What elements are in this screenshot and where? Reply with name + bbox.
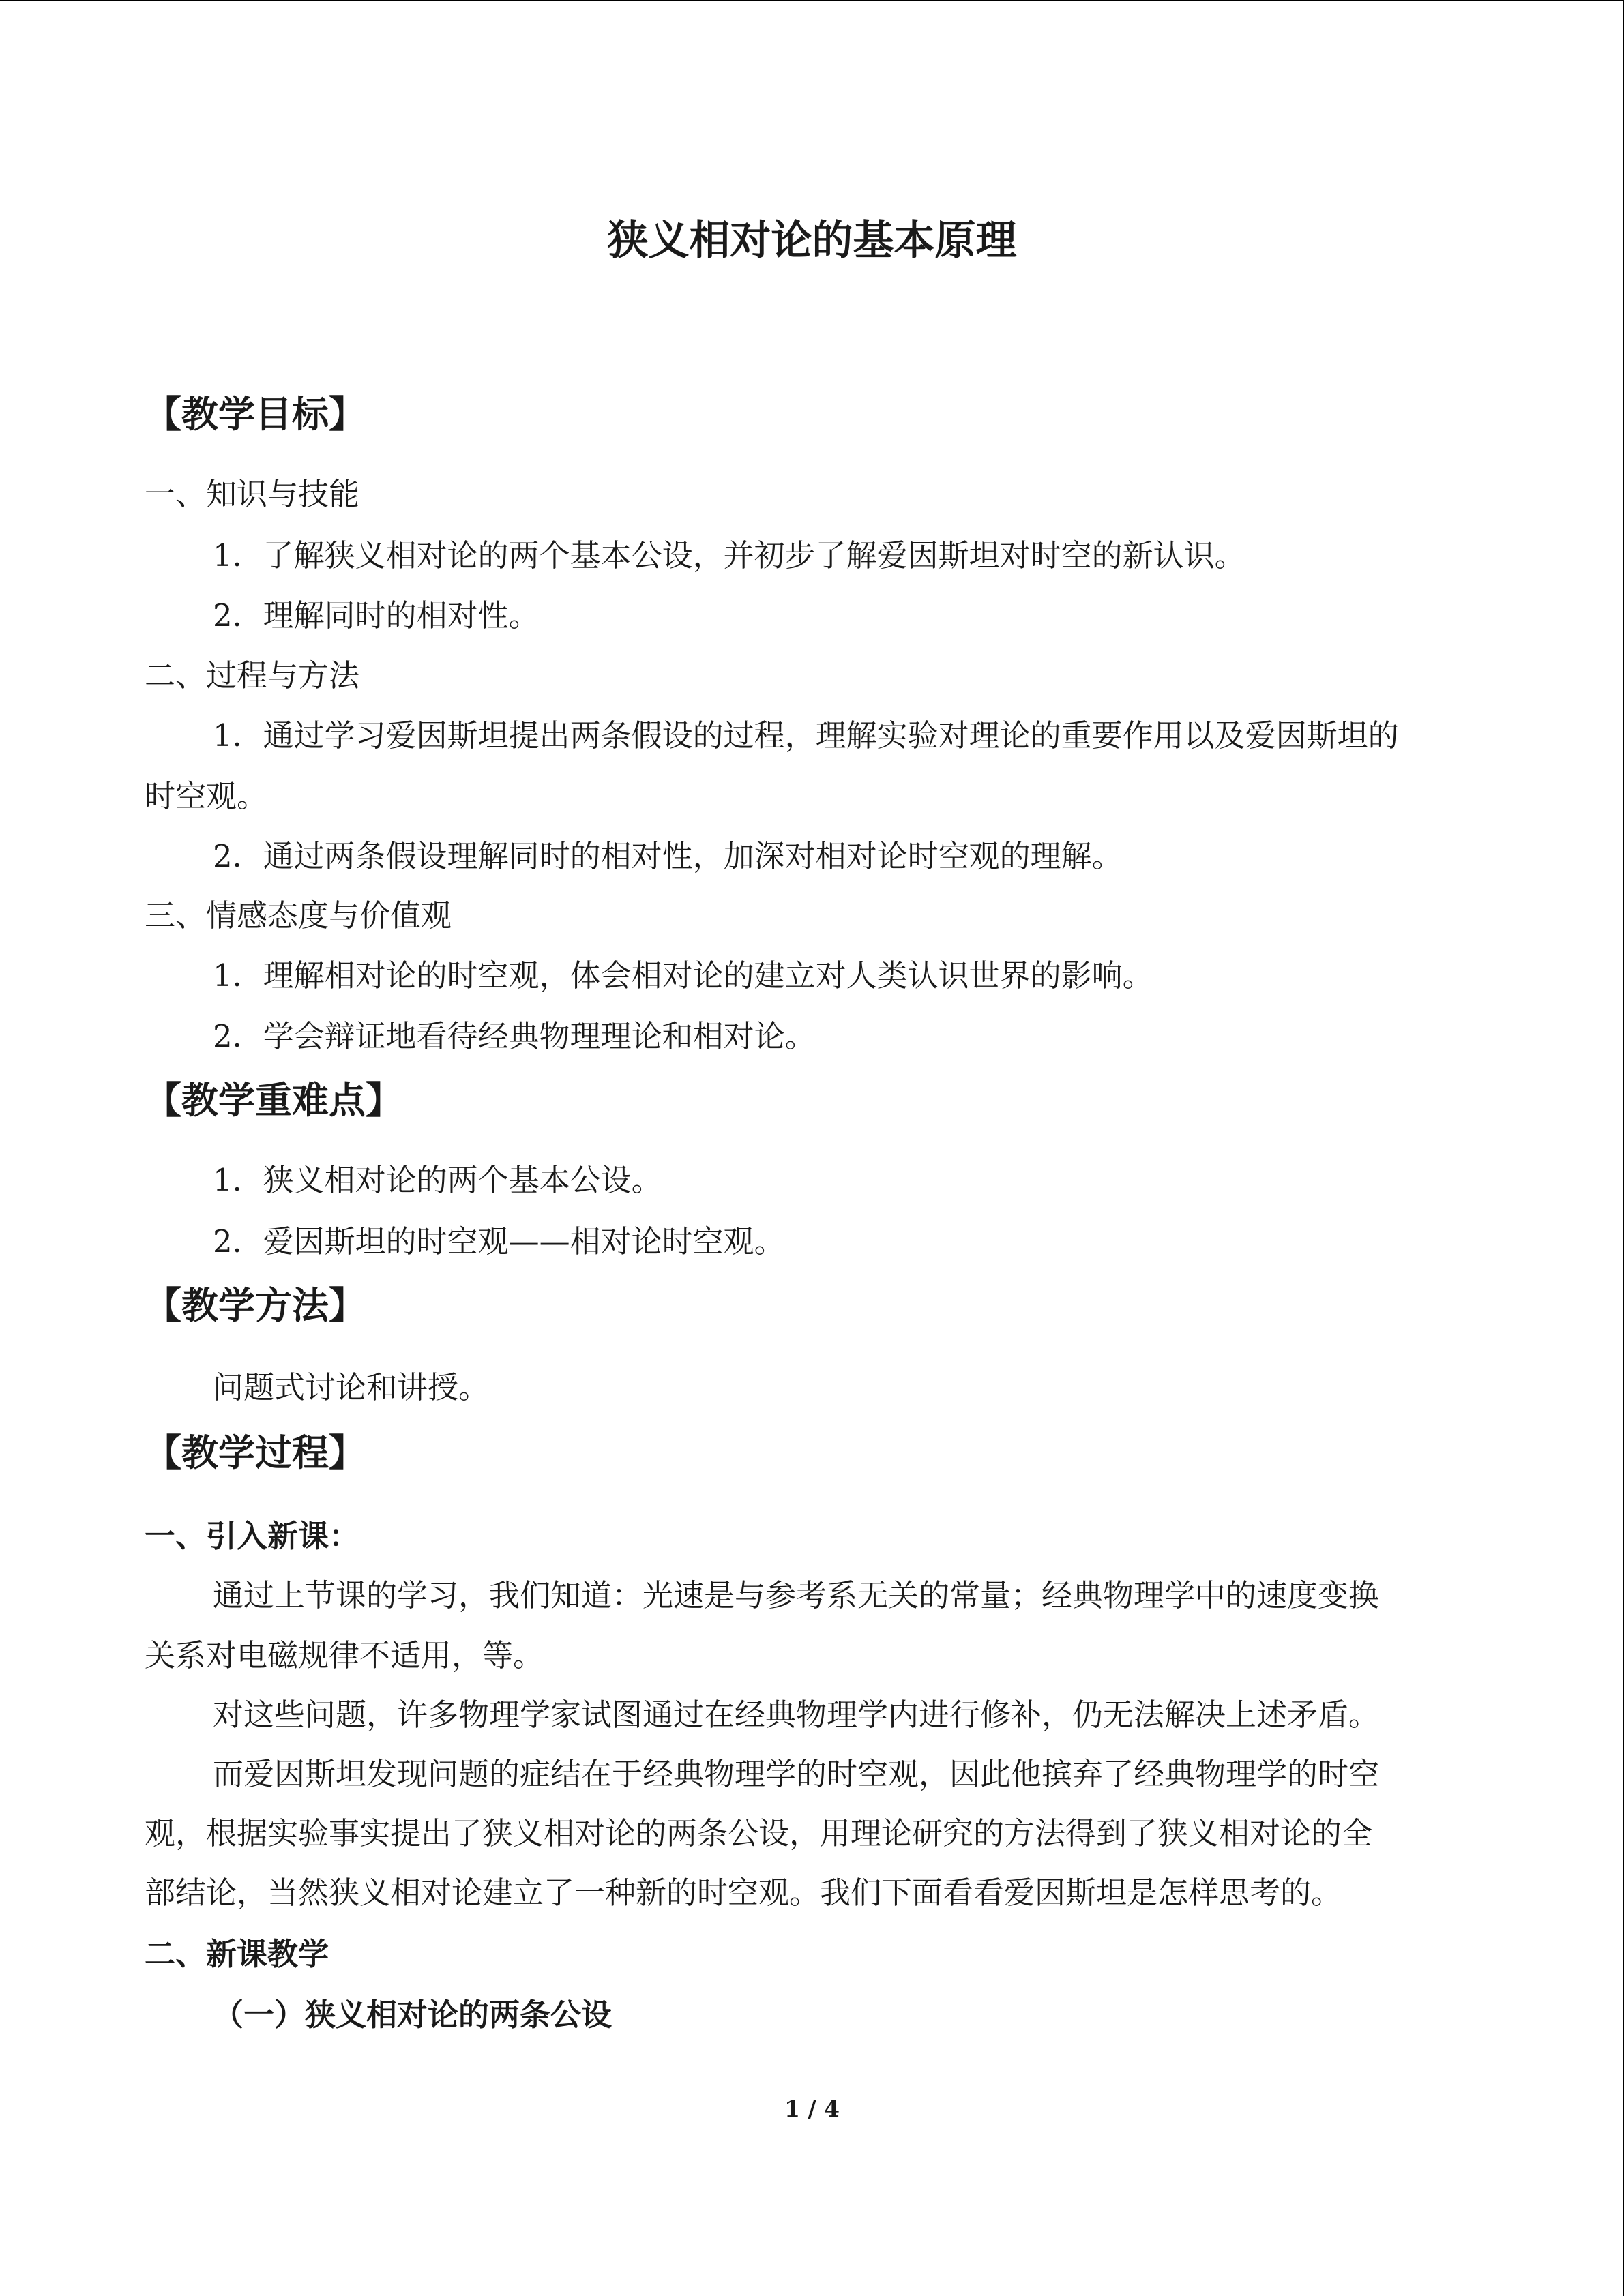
key-points-heading: 【教学重难点】 — [145, 1078, 402, 1122]
page-number: 1 / 4 — [784, 2096, 840, 2122]
intro-p3-line-3: 部结论，当然狭义相对论建立了一种新的时空观。我们下面看看爱因斯坦是怎样思考的。 — [145, 1875, 1342, 1911]
intro-p3-line-1: 而爱因斯坦发现问题的症结在于经典物理学的时空观，因此他摈弃了经典物理学的时空 — [213, 1756, 1380, 1792]
knowledge-item-2: 2．理解同时的相对性。 — [213, 597, 540, 633]
new-lesson-heading: 二、新课教学 — [145, 1936, 329, 1972]
intro-heading: 一、引入新课： — [145, 1518, 360, 1554]
knowledge-item-1: 1．了解狭义相对论的两个基本公设，并初步了解爱因斯坦对时空的新认识。 — [213, 537, 1245, 573]
intro-p3-line-2: 观，根据实验事实提出了狭义相对论的两条公设，用理论研究的方法得到了狭义相对论的全 — [145, 1815, 1373, 1851]
intro-p2: 对这些问题，许多物理学家试图通过在经典物理学内进行修补，仍无法解决上述矛盾。 — [213, 1697, 1380, 1733]
teaching-process-heading: 【教学过程】 — [145, 1431, 366, 1474]
process-item-1-line-2: 时空观。 — [145, 778, 268, 814]
intro-p1-line-1: 通过上节课的学习，我们知道：光速是与参考系无关的常量；经典物理学中的速度变换 — [213, 1577, 1380, 1613]
process-item-1-line-1: 1．通过学习爱因斯坦提出两条假设的过程，理解实验对理论的重要作用以及爱因斯坦的 — [213, 717, 1399, 754]
intro-p1-line-2: 关系对电磁规律不适用，等。 — [145, 1637, 544, 1673]
key-point-1: 1．狭义相对论的两个基本公设。 — [213, 1162, 662, 1198]
emotion-heading: 三、情感态度与价值观 — [145, 897, 452, 934]
key-point-2: 2．爱因斯坦的时空观——相对论时空观。 — [213, 1223, 785, 1259]
methods-heading: 【教学方法】 — [145, 1283, 366, 1327]
knowledge-heading: 一、知识与技能 — [145, 476, 360, 512]
new-lesson-subheading-1: （一）狭义相对论的两条公设 — [213, 1997, 612, 2033]
document-title: 狭义相对论的基本原理 — [607, 217, 1017, 265]
methods-text: 问题式讨论和讲授。 — [213, 1369, 490, 1405]
emotion-item-2: 2．学会辩证地看待经典物理理论和相对论。 — [213, 1018, 816, 1054]
process-item-2: 2．通过两条假设理解同时的相对性，加深对相对论时空观的理解。 — [213, 838, 1123, 874]
emotion-item-1: 1．理解相对论的时空观，体会相对论的建立对人类认识世界的影响。 — [213, 957, 1153, 994]
process-method-heading: 二、过程与方法 — [145, 657, 360, 694]
objectives-heading: 【教学目标】 — [145, 392, 366, 436]
